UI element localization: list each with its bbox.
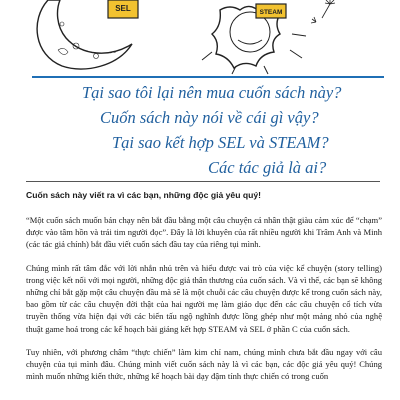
section-heading: Cuốn sách này viết ra vì các bạn, những độc giả yêu quý! — [26, 190, 261, 200]
divider-gray — [26, 181, 380, 182]
body-text — [26, 190, 382, 393]
svg-text:STEAM: STEAM — [259, 9, 283, 16]
question-list — [20, 80, 392, 180]
sun-icon — [202, 6, 306, 74]
paragraph: Tuy nhiên, với phương châm “thực chiến” làm kim chỉ nam, chúng mình chưa bắt đầu ngay với câu chuyện của tụi mình đâu. Chúng mình viết cuốn sách này là vì các bạn, các độc giả yêu quý! Chúng mình muốn những kiến thức, những kế hoạch bài dạy đậm tính thực chiến có trong cuốn — [26, 346, 382, 382]
paragraph: “Một cuốn sách muốn bán chạy nên bắt đầu bằng một câu chuyện cả nhân thật giàu cảm xúc để “chạm” được vào tâm hồn và trái tim người đọc”. Đây là lời khuyên của rất nhiều người khi Trâm Anh và Minh (các tác giả chính) bắt đầu viết cuốn sách đầu tay của riêng tụi mình. — [26, 215, 382, 250]
svg-text:SEL: SEL — [115, 4, 131, 13]
divider-blue — [32, 76, 384, 78]
question-why-buy: Tại sao tôi lại nên mua cuốn sách này? — [82, 83, 342, 102]
question-about: Cuốn sách này nói về cái gì vậy? — [100, 108, 319, 127]
steam-badge — [256, 4, 286, 18]
question-sel-steam: Tại sao kết hợp SEL và STEAM? — [112, 133, 329, 152]
sel-badge — [108, 0, 138, 18]
dandelion-icon — [311, 0, 335, 23]
header-illustration — [0, 0, 400, 75]
paragraph: Chúng mình rất tâm đắc với lời nhắn nhủ trên và hiểu được vai trò của việc kể chuyện (story telling) trong việc kết nối với mọi người, những độc giả thân thương của cuốn sách. Và vì thế, các bạn sẽ không những chỉ bắt gặp một câu chuyện đầu mà sẽ là một chuỗi các câu chuyện được kể trong cuốn sách này, bao gồm từ các câu chuyện đời thật của hai người mẹ làm giáo dục đến các câu chuyện cổ tích vừa truyền thống vừa hiện đại với các biến tấu ngộ nghĩnh được lồng ghép như một mảng nhỏ của nghệ thuật game hoá trong các kế hoạch bài giảng kết hợp STEAM và SEL ở phần C của cuốn sách. — [26, 262, 382, 334]
question-authors: Các tác giả là ai? — [208, 158, 327, 177]
